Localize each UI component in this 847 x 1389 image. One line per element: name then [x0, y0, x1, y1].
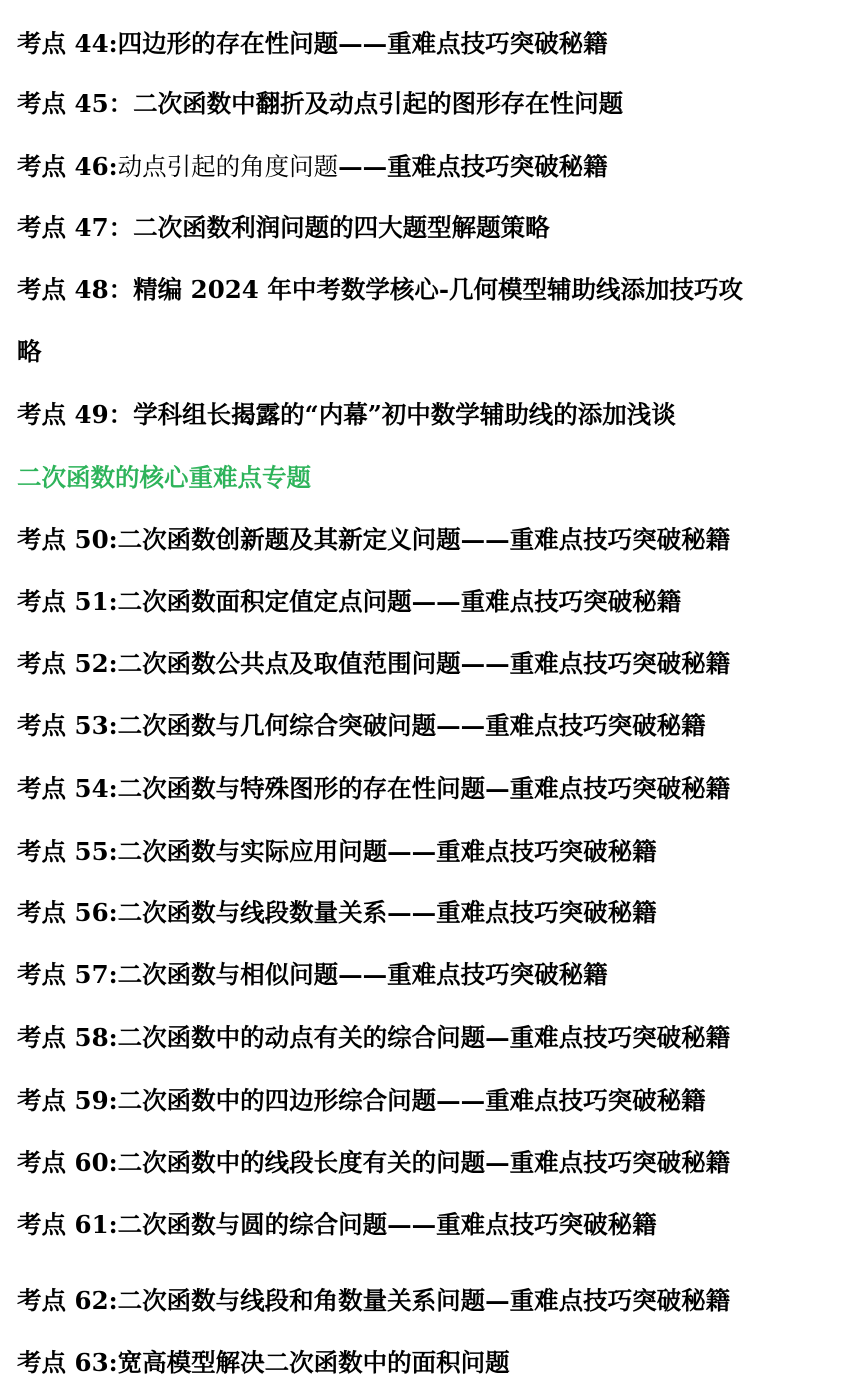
toc-entry-47[interactable]: 考点 47：二次函数利润问题的四大题型解题策略	[17, 213, 550, 242]
toc-entry-46[interactable]	[17, 151, 608, 183]
toc-entry-54[interactable]: 考点 54:二次函数与特殊图形的存在性问题—重难点技巧突破秘籍	[17, 774, 731, 803]
toc-entry-46-topic: 动点引起的角度问题	[117, 152, 339, 181]
toc-entry-59[interactable]: 考点 59:二次函数中的四边形综合问题——重难点技巧突破秘籍	[17, 1086, 706, 1115]
toc-entry-45[interactable]: 考点 45：二次函数中翻折及动点引起的图形存在性问题	[17, 89, 624, 118]
toc-entry-44[interactable]: 考点 44:四边形的存在性问题——重难点技巧突破秘籍	[17, 29, 608, 58]
toc-entry-51[interactable]: 考点 51:二次函数面积定值定点问题——重难点技巧突破秘籍	[17, 587, 682, 616]
toc-entry-61[interactable]: 考点 61:二次函数与圆的综合问题——重难点技巧突破秘籍	[17, 1210, 657, 1239]
toc-entry-52[interactable]: 考点 52:二次函数公共点及取值范围问题——重难点技巧突破秘籍	[17, 649, 731, 678]
toc-entry-56[interactable]: 考点 56:二次函数与线段数量关系——重难点技巧突破秘籍	[17, 898, 657, 927]
toc-entry-62[interactable]: 考点 62:二次函数与线段和角数量关系问题—重难点技巧突破秘籍	[17, 1286, 731, 1315]
toc-entry-46-suffix: ——重难点技巧突破秘籍	[338, 152, 608, 181]
toc-entry-48-continuation[interactable]: 略	[17, 337, 42, 366]
toc-entry-48[interactable]: 考点 48：精编 2024 年中考数学核心-几何模型辅助线添加技巧攻	[17, 275, 744, 304]
toc-entry-58[interactable]: 考点 58:二次函数中的动点有关的综合问题—重难点技巧突破秘籍	[17, 1023, 731, 1052]
toc-entry-46-number: 考点 46:	[17, 152, 118, 181]
toc-entry-57[interactable]: 考点 57:二次函数与相似问题——重难点技巧突破秘籍	[17, 960, 608, 989]
toc-entry-63[interactable]: 考点 63:宽高模型解决二次函数中的面积问题	[17, 1348, 510, 1377]
section-heading: 二次函数的核心重难点专题	[17, 463, 311, 492]
toc-entry-55[interactable]: 考点 55:二次函数与实际应用问题——重难点技巧突破秘籍	[17, 837, 657, 866]
toc-entry-50[interactable]: 考点 50:二次函数创新题及其新定义问题——重难点技巧突破秘籍	[17, 525, 731, 554]
toc-entry-60[interactable]: 考点 60:二次函数中的线段长度有关的问题—重难点技巧突破秘籍	[17, 1148, 731, 1177]
toc-entry-53[interactable]: 考点 53:二次函数与几何综合突破问题——重难点技巧突破秘籍	[17, 711, 706, 740]
toc-entry-49[interactable]: 考点 49：学科组长揭露的“内幕”初中数学辅助线的添加浅谈	[17, 400, 676, 429]
